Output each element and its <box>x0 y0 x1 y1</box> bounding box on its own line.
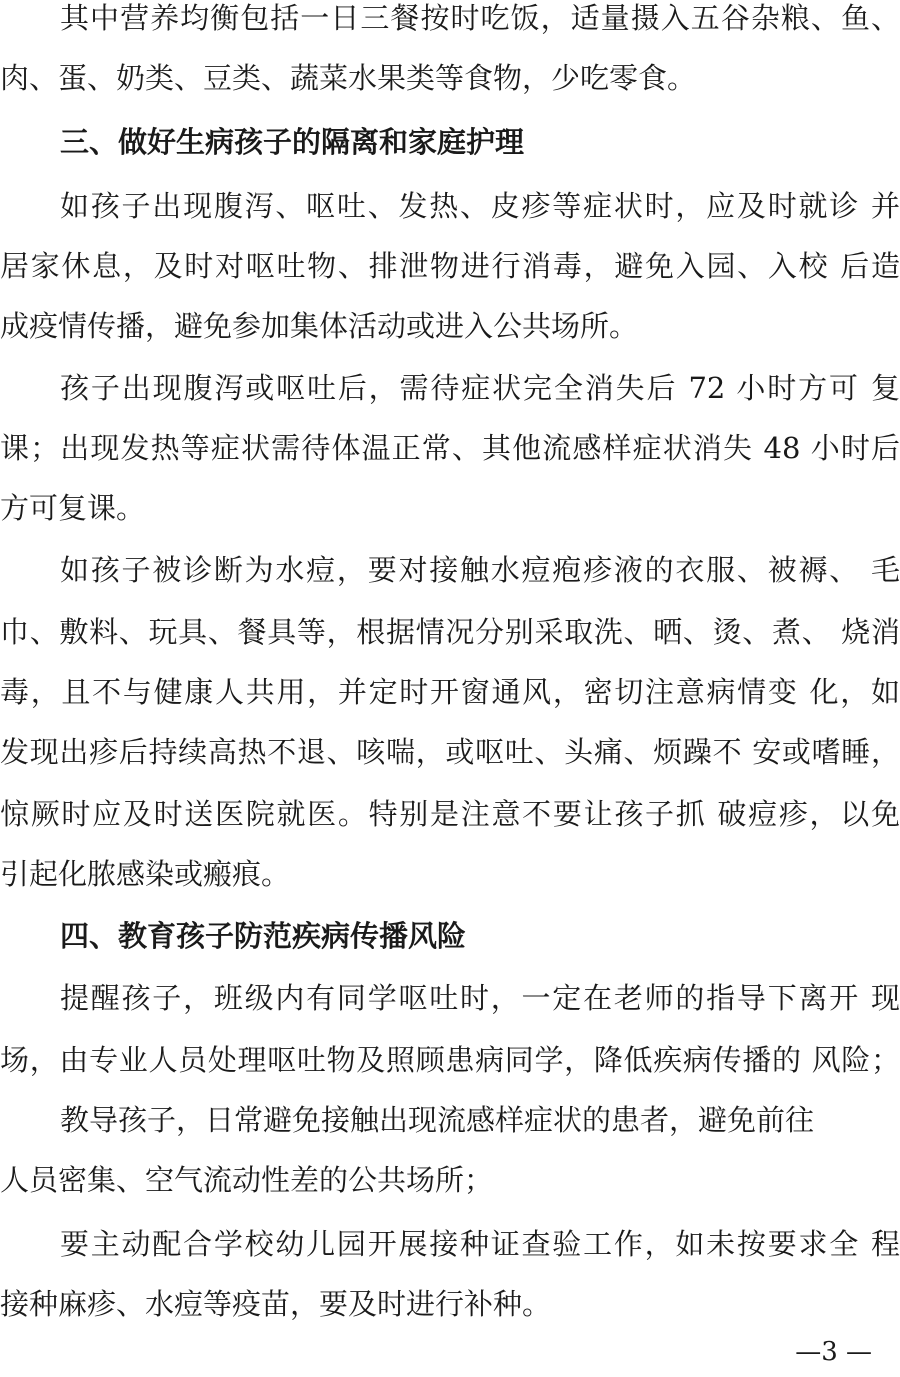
section-heading: 四、教育孩子防范疾病传播风险 <box>60 919 467 953</box>
section-heading: 三、做好生病孩子的隔离和家庭护理 <box>60 125 525 159</box>
text-line: 人员密集、空气流动性差的公共场所； <box>0 1163 494 1197</box>
text-line: 提醒孩子，班级内有同学呕吐时，一定在老师的指导下离开 现 <box>60 981 900 1015</box>
text-line: 教导孩子，日常避免接触出现流感样症状的患者，避免前往 <box>60 1103 815 1137</box>
text-line: 其中营养均衡包括一日三餐按时吃饭，适量摄入五谷杂粮、鱼、 <box>60 1 900 35</box>
text-line: 如孩子出现腹泻、呕吐、发热、皮疹等症状时，应及时就诊 并 <box>60 189 900 223</box>
page-number: —3 — <box>795 1337 872 1367</box>
text-line: 毒，且不与健康人共用，并定时开窗通风，密切注意病情变 化，如 <box>0 675 900 709</box>
text-line: 成疫情传播，避免参加集体活动或进入公共场所。 <box>0 309 639 343</box>
text-line: 惊厥时应及时送医院就医。特别是注意不要让孩子抓 破痘疹，以免 <box>0 797 900 831</box>
text-line: 方可复课。 <box>0 491 146 525</box>
text-line: 发现出疹后持续高热不退、咳喘，或呕吐、头痛、烦躁不 安或嗜睡， <box>0 735 900 769</box>
text-line: 孩子出现腹泻或呕吐后，需待症状完全消失后 72 小时方可 复 <box>60 371 900 405</box>
text-line: 接种麻疹、水痘等疫苗，要及时进行补种。 <box>0 1287 552 1321</box>
text-line: 课；出现发热等症状需待体温正常、其他流感样症状消失 48 小时后 <box>0 431 900 465</box>
text-line: 巾、敷料、玩具、餐具等，根据情况分别采取洗、晒、烫、煮、 烧消 <box>0 615 900 649</box>
text-line: 要主动配合学校幼儿园开展接种证查验工作，如未按要求全 程 <box>60 1227 900 1261</box>
text-line: 场，由专业人员处理呕吐物及照顾患病同学，降低疾病传播的 风险； <box>0 1043 900 1077</box>
text-line: 引起化脓感染或瘢痕。 <box>0 857 291 891</box>
text-line: 肉、蛋、奶类、豆类、蔬菜水果类等食物，少吃零食。 <box>0 61 697 95</box>
text-line: 居家休息，及时对呕吐物、排泄物进行消毒，避免入园、入校 后造 <box>0 249 900 283</box>
text-line: 如孩子被诊断为水痘，要对接触水痘疱疹液的衣服、被褥、 毛 <box>60 553 900 587</box>
